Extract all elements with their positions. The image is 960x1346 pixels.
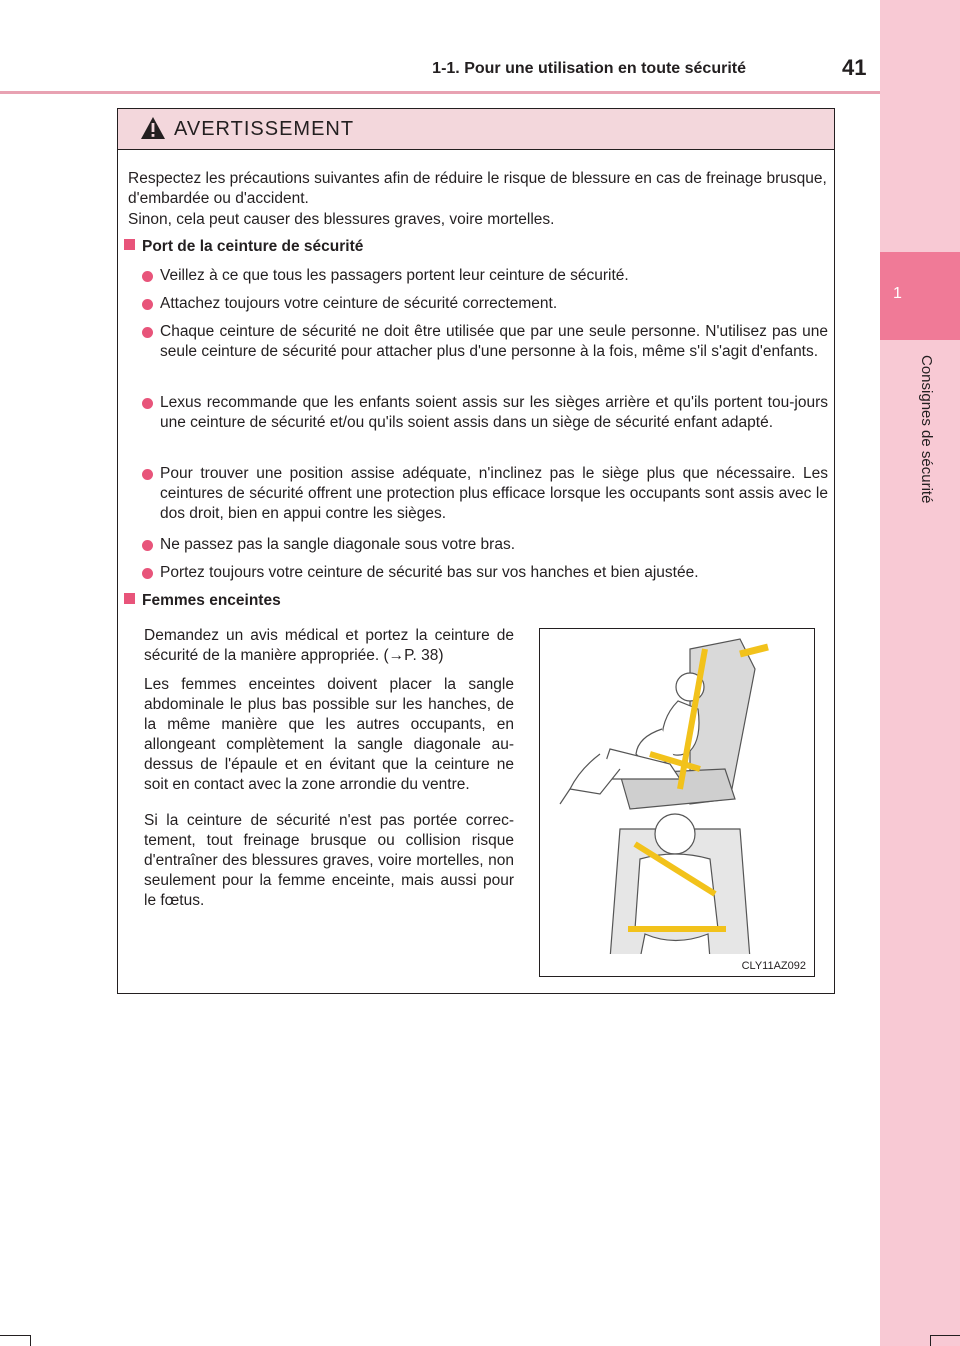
seatbelt-illustration [539, 628, 815, 977]
pregnancy-paragraph: Si la ceinture de sécurité n'est pas portée correc-tement, tout freinage brusque ou collision risque d'entraîner des blessures graves, voire mortelles, non seulement pour la femme enceinte, mais aussi pour le fœtus. [144, 812, 514, 909]
crop-mark [930, 1335, 931, 1346]
crop-mark [930, 1335, 960, 1336]
crop-mark [0, 1335, 30, 1336]
warning-box [117, 108, 835, 994]
page-number: 41 [842, 55, 867, 80]
chapter-tab[interactable] [880, 252, 960, 340]
round-bullet-icon [142, 271, 153, 282]
pregnant-woman-seatbelt-drawing [540, 629, 813, 954]
round-bullet-icon [142, 469, 153, 480]
section-heading-pregnant [124, 592, 281, 610]
warning-triangle-icon [140, 116, 166, 140]
round-bullet-icon [142, 299, 153, 310]
chapter-number: 1 [893, 285, 902, 302]
section-heading-label: Port de la ceinture de sécurité [142, 238, 364, 255]
pregnancy-paragraph: Les femmes enceintes doivent placer la sangle abdominale le plus bas possible sur les hanches, de la même manière que les autres occupants, en allongeant complètement la sangle diagonale au-dessus de l'épaule et en évitant que la ceinture ne soit en contact avec la zone arrondie du ventre. [144, 676, 514, 793]
bullet-item: Ne passez pas la sangle diagonale sous votre bras. [160, 536, 515, 553]
section-heading-label: Femmes enceintes [142, 592, 281, 609]
bullet-item: Lexus recommande que les enfants soient assis sur les sièges arrière et qu'ils portent tou-jours une ceinture de sécurité et/ou qu'ils soient assis dans un siège de sécurité enfant adapté. [160, 394, 828, 431]
chapter-title: Consignes de sécurité [918, 355, 935, 504]
round-bullet-icon [142, 327, 153, 338]
bullet-item: Veillez à ce que tous les passagers portent leur ceinture de sécurité. [160, 267, 629, 284]
header-rule [0, 91, 880, 94]
bullet-item: Portez toujours votre ceinture de sécurité bas sur vos hanches et bien ajustée. [160, 564, 699, 581]
warning-title: AVERTISSEMENT [174, 118, 355, 140]
warning-intro-2: Sinon, cela peut causer des blessures graves, voire mortelles. [128, 211, 555, 228]
side-strip [880, 0, 960, 1346]
pregnancy-paragraph: Demandez un avis médical et portez la ceinture de sécurité de la manière appropriée. (→P. 38) [144, 627, 514, 664]
bullet-item: Pour trouver une position assise adéquate, n'inclinez pas le siège plus que nécessaire. Les ceintures de sécurité offrent une protection plus efficace lorsque les occupants sont assis avec le dos droit, bien en appui contre les sièges. [160, 465, 828, 522]
figure-label: CLY11AZ092 [741, 960, 806, 972]
section-heading-seatbelt [124, 238, 363, 256]
square-bullet-icon [124, 593, 135, 604]
round-bullet-icon [142, 540, 153, 551]
bullet-item: Attachez toujours votre ceinture de sécurité correctement. [160, 295, 558, 312]
round-bullet-icon [142, 568, 153, 579]
section-header-title: 1-1. Pour une utilisation en toute sécurité [432, 60, 746, 77]
warning-header [118, 109, 834, 150]
warning-intro-1: Respectez les précautions suivantes afin de réduire le risque de blessure en cas de freinage brusque, d'embardée ou d'accident. [128, 170, 827, 207]
bullet-item: Chaque ceinture de sécurité ne doit être utilisée que par une seule personne. N'utilisez pas une seule ceinture de sécurité pour attacher plus d'une personne à la fois, même s'il s'agit d'enfants. [160, 323, 828, 360]
crop-mark [30, 1335, 31, 1346]
round-bullet-icon [142, 398, 153, 409]
square-bullet-icon [124, 239, 135, 250]
